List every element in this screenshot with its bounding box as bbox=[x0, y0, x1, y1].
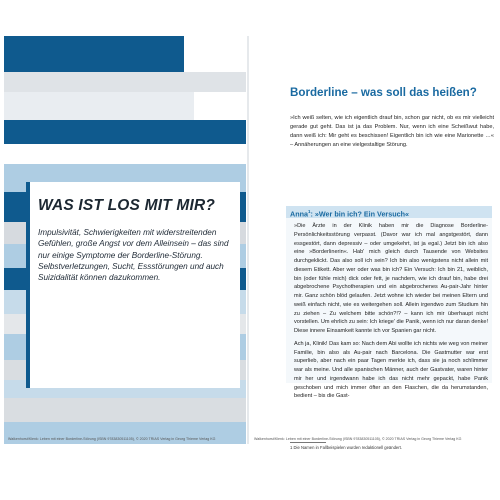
case-box-heading bbox=[286, 206, 492, 218]
stripe bbox=[4, 398, 246, 422]
case-paragraph: Ach ja, Klinik! Das kam so: Nach dem Abi wollte ich nichts wie weg von meiner Familie, bin also als Au-pair nach Barcelona. Die Gastmutter war erst superlieb, aber nach ein paar Tagen merkte ich, dass sie ja noch schlimmer war als meine. Und alle spanischen Männer, auch der Gastvater, waren hinter mir her und irgendwann habe ich das nicht mehr gepackt, habe Panik geschoben und mich immer öfter an den Flaschen, die da herumstanden, bedient – bis die Gast- bbox=[294, 340, 488, 400]
chapter-title: WAS IST LOS MIT MIR? bbox=[38, 197, 216, 214]
footnote-marker: 1 bbox=[307, 209, 311, 214]
right-footer: Walkenhorst/Klenk: Leben mit einer Borderline-Störung (ISBN 9783830511105), © 2020 TRIAS Verlag in Georg Thieme Verlag KG bbox=[254, 437, 462, 441]
footnote: 1 Die Namen in Fallbeispielen wurden redaktionell geändert. bbox=[290, 445, 402, 450]
stripe bbox=[184, 36, 246, 72]
right-page bbox=[250, 36, 496, 450]
case-subtitle: : »Wer bin ich? Ein Versuch« bbox=[310, 209, 410, 219]
body-paragraph: »Ich weiß selten, wie ich eigentlich drauf bin, schon gar nicht, ob es mir vielleicht gerade gut geht. Das ist ja das Problem. Nur, wenn ich eine Scheißwut habe, dann weiß ich: Mir geht es beschissen! Eigentlich bin ich wie eine Marionette …« – Annäherungen an eine vielgestaltige Störung. bbox=[290, 115, 494, 148]
intro-card bbox=[26, 182, 240, 388]
left-footer: Walkenhorst/Klenk: Leben mit einer Borderline-Störung (ISBN 9783830511105), © 2020 TRIAS Verlag in Georg Thieme Verlag KG bbox=[8, 437, 216, 441]
left-page bbox=[4, 36, 246, 444]
section-heading: Borderline – was soll das heißen? bbox=[290, 86, 477, 99]
chapter-intro: Impulsivität, Schwierigkeiten mit widerstreitenden Gefühlen, große Angst vor dem Alleinsein – das sind nur einige Symptome der Borderline-Störung. Selbstverletzungen, Sucht, Essstörungen und auch Suizidalität können dazukommen. bbox=[38, 228, 229, 283]
stripe bbox=[4, 72, 246, 92]
case-paragraph: »Die Ärzte in der Klinik haben mir die Diagnose Borderline-Persönlichkeitsstörung verpasst. (Davor war ich mal angstgestört, dann essgestört, dann depressiv – oder umgekehrt, ist ja egal.) Jetzt bin ich also eine »Borderlinerin«. Hab' mich gleich durch Tausende von Websites durchgeklickt. Das also soll ich sein? Ich bin also wenigstens nicht allein mit diesem Etikett. Aber wer oder was bin ich? Ein Versuch: Ich bin 21, weiblich, bin (oder fühle mich) dick oder fett, je nachdem, wie ich drauf bin, habe drei abgebrochene Psychotherapien und ein abgebrochenes Au-pair-Jahr hinter mir. Ganz schön blöd gelaufen. Jetzt wohne ich wieder bei meinen Eltern und weiß einfach nicht, wie es weitergehen soll. Allein irgendwo zum Studium hin zu ziehen – Zu welchem bitte schön?!? – kann ich mir überhaupt nicht vorstellen. Um ehrlich zu sein: Ich kriege' die Panik, wenn ich nur daran denke! Diese innere Einsamkeit kannte ich vor Spanien gar nicht. bbox=[294, 223, 488, 334]
case-name: Anna bbox=[290, 209, 308, 219]
stripe bbox=[4, 92, 194, 120]
stripe bbox=[194, 92, 246, 120]
gutter bbox=[247, 36, 249, 444]
stripe bbox=[4, 36, 184, 72]
case-box bbox=[286, 218, 492, 400]
footnote-rule bbox=[290, 442, 326, 443]
stripe bbox=[4, 144, 246, 164]
stripe bbox=[4, 120, 246, 144]
